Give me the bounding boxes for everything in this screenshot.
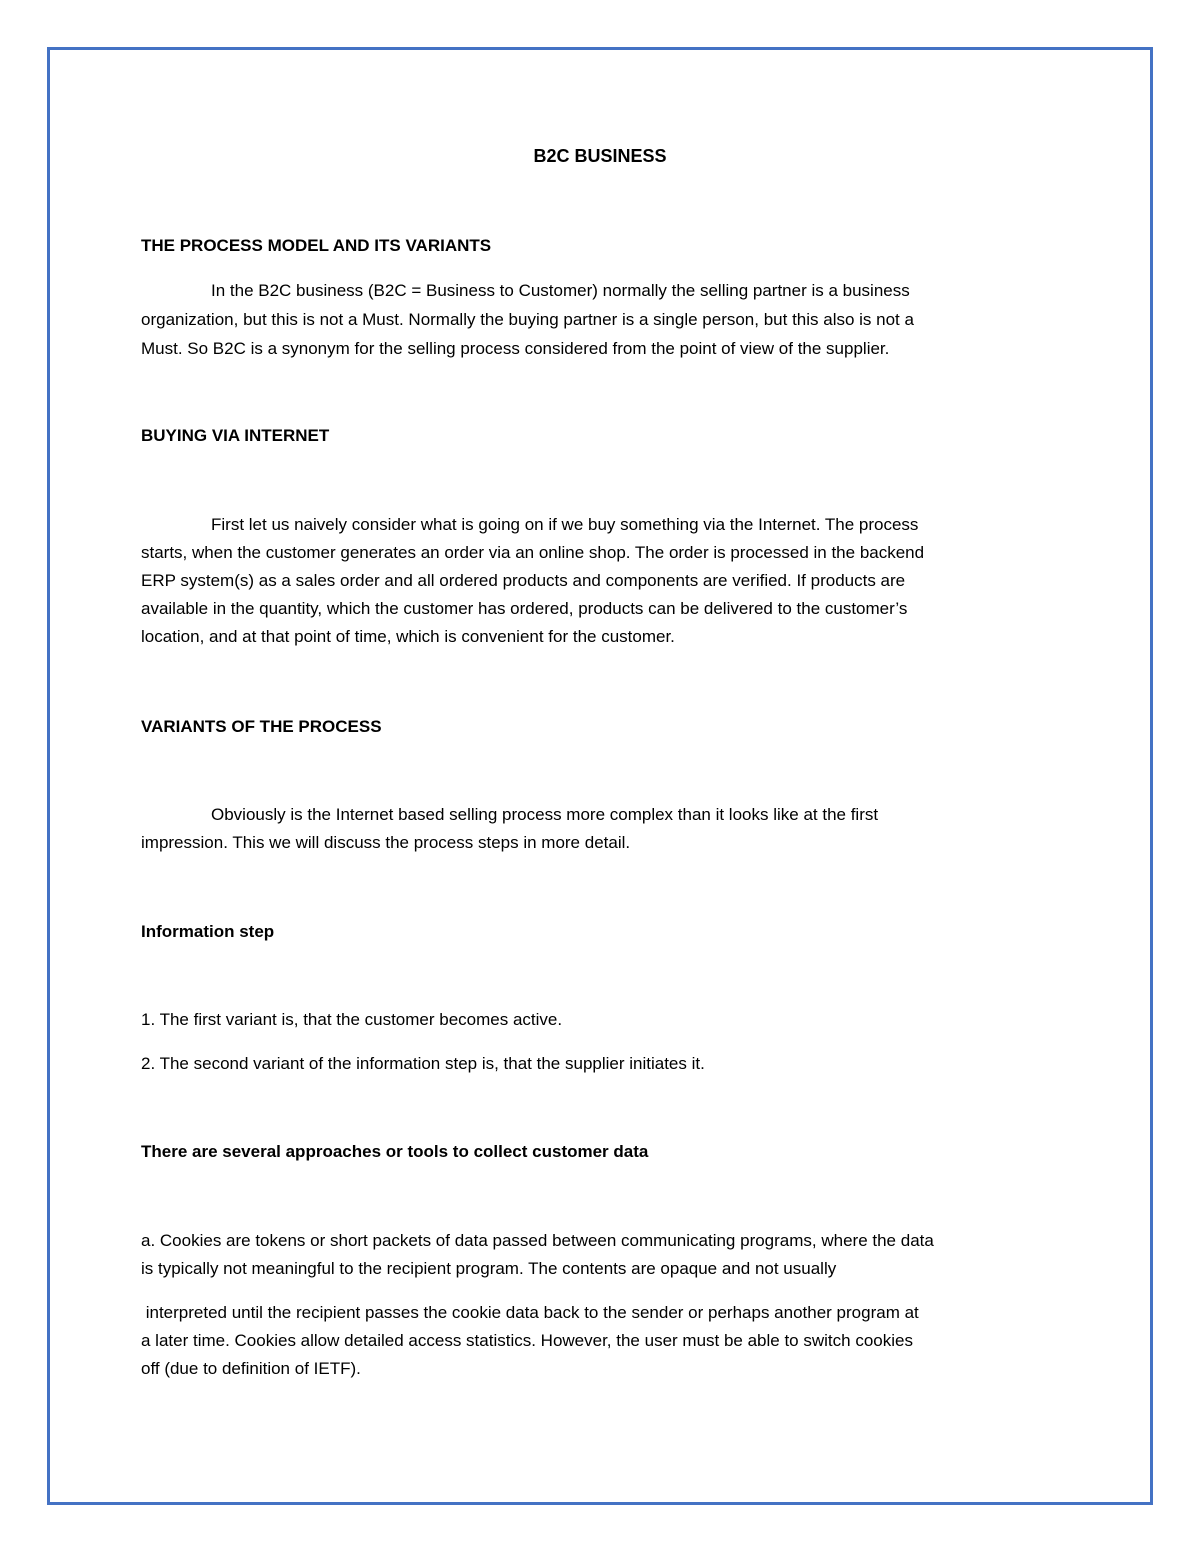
section-heading-buying-via-internet: BUYING VIA INTERNET xyxy=(141,426,330,445)
page-border xyxy=(47,47,1153,1505)
paragraph-line: starts, when the customer generates an order via an online shop. The order is processed in the backend xyxy=(141,543,925,562)
paragraph-line: In the B2C business (B2C = Business to Customer) normally the selling partner is a business xyxy=(211,281,910,300)
paragraph-line: is typically not meaningful to the recipient program. The contents are opaque and not usually xyxy=(141,1259,837,1278)
list-item: 2. The second variant of the information step is, that the supplier initiates it. xyxy=(141,1054,705,1073)
paragraph-line: a. Cookies are tokens or short packets of data passed between communicating programs, where the data xyxy=(141,1231,934,1250)
paragraph-line: Obviously is the Internet based selling process more complex than it looks like at the first xyxy=(211,805,879,824)
paragraph-line: First let us naively consider what is going on if we buy something via the Internet. The process xyxy=(211,515,919,534)
list-item: 1. The first variant is, that the customer becomes active. xyxy=(141,1010,563,1029)
document-title: B2C BUSINESS xyxy=(533,146,667,166)
paragraph-line: location, and at that point of time, which is convenient for the customer. xyxy=(141,627,675,646)
paragraph-line: organization, but this is not a Must. Normally the buying partner is a single person, but this also is not a xyxy=(141,310,914,329)
paragraph-line: available in the quantity, which the customer has ordered, products can be delivered to the customer’s xyxy=(141,599,908,618)
paragraph-line: Must. So B2C is a synonym for the selling process considered from the point of view of the supplier. xyxy=(141,339,890,358)
paragraph-line: impression. This we will discuss the process steps in more detail. xyxy=(141,833,631,852)
section-heading-information-step: Information step xyxy=(141,922,275,941)
paragraph-line: interpreted until the recipient passes the cookie data back to the sender or perhaps another program at xyxy=(141,1303,919,1322)
paragraph-line: a later time. Cookies allow detailed access statistics. However, the user must be able to switch cookies xyxy=(141,1331,913,1350)
paragraph-line: off (due to definition of IETF). xyxy=(141,1359,361,1378)
paragraph-line: ERP system(s) as a sales order and all ordered products and components are verified. If products are xyxy=(141,571,906,590)
section-heading-customer-data: There are several approaches or tools to collect customer data xyxy=(141,1142,649,1161)
section-heading-process-model: THE PROCESS MODEL AND ITS VARIANTS xyxy=(141,236,492,255)
section-heading-variants: VARIANTS OF THE PROCESS xyxy=(141,717,382,736)
